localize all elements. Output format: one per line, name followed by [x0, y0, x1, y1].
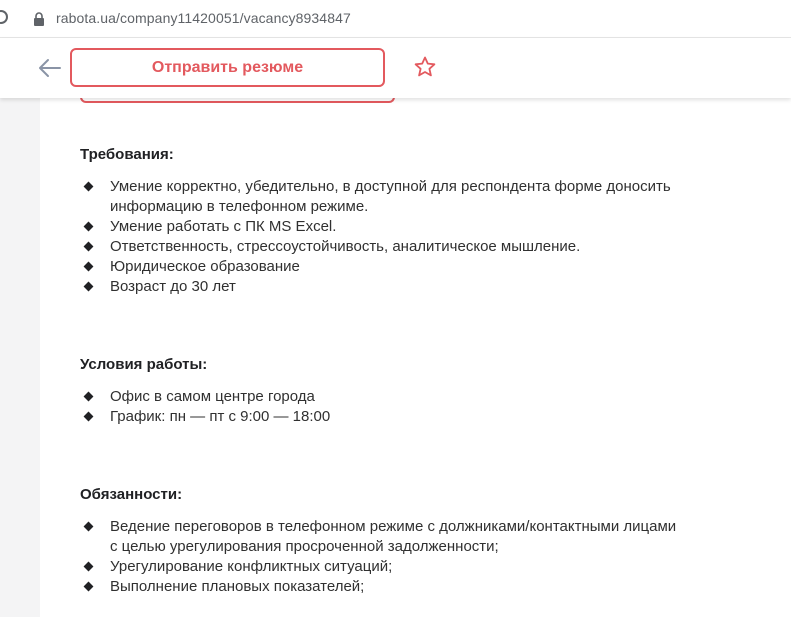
- duties-title: Обязанности:: [80, 486, 183, 503]
- list-item-continuation: информацию в телефонном режиме.: [110, 198, 369, 215]
- conditions-title: Условия работы:: [80, 356, 208, 373]
- list-item: Возраст до 30 лет: [80, 277, 671, 297]
- list-item: Умение корректно, убедительно, в доступной для респондента форме доносить: [80, 177, 671, 197]
- bullet-icon: [84, 242, 94, 252]
- duties-list: [80, 517, 676, 597]
- duties-section: [80, 486, 676, 597]
- requirements-title: Требования:: [80, 146, 174, 163]
- list-item: Ведение переговоров в телефонном режиме с должниками/контактными лицами: [80, 517, 676, 537]
- list-item: Умение работать с ПК MS Excel.: [80, 217, 671, 237]
- list-item: Офис в самом центре города: [80, 387, 330, 407]
- bullet-icon: [84, 262, 94, 272]
- bullet-icon: [84, 522, 94, 532]
- url-text[interactable]: rabota.ua/company11420051/vacancy8934847: [56, 10, 351, 26]
- sticky-header: [0, 38, 791, 98]
- list-item: Урегулирование конфликтных ситуаций;: [80, 557, 676, 577]
- requirements-list: [80, 177, 671, 297]
- bullet-icon: [84, 282, 94, 292]
- lock-icon[interactable]: [33, 12, 45, 26]
- list-item: Выполнение плановых показателей;: [80, 577, 676, 597]
- list-item-continuation: с целью урегулирования просроченной задолженности;: [110, 538, 499, 555]
- bullet-icon: [84, 392, 94, 402]
- conditions-section: [80, 356, 330, 427]
- send-resume-button[interactable]: Отправить резюме: [70, 48, 385, 87]
- bullet-icon: [84, 412, 94, 422]
- bullet-icon: [84, 582, 94, 592]
- requirements-section: [80, 146, 671, 297]
- list-item: Ответственность, стрессоустойчивость, аналитическое мышление.: [80, 237, 671, 257]
- list-item: График: пн — пт с 9:00 — 18:00: [80, 407, 330, 427]
- bullet-icon: [84, 222, 94, 232]
- reload-icon[interactable]: [0, 10, 8, 24]
- back-arrow-icon[interactable]: [36, 54, 64, 82]
- browser-address-bar[interactable]: [0, 0, 791, 38]
- bullet-icon: [84, 562, 94, 572]
- star-icon[interactable]: [413, 55, 437, 79]
- bullet-icon: [84, 182, 94, 192]
- conditions-list: [80, 387, 330, 427]
- list-item: Юридическое образование: [80, 257, 671, 277]
